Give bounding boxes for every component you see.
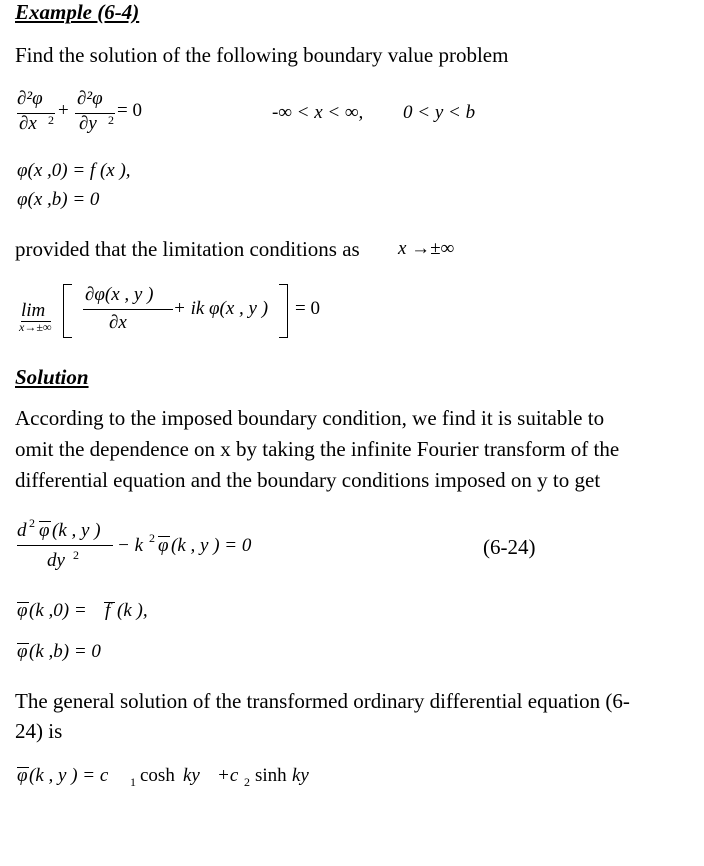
ode-num-args: (k , y ) <box>52 520 101 541</box>
transformed-bc-2 <box>17 641 217 667</box>
right-bracket <box>279 284 288 338</box>
limitation-text: provided that the limitation conditions as <box>15 237 360 261</box>
pde-domain-y: 0 < y < b <box>403 102 476 123</box>
general-solution-line-2: 24) is <box>15 719 63 743</box>
gs-cosh: cosh <box>140 765 175 786</box>
general-solution-equation <box>17 765 337 795</box>
general-solution-line-1: The general solution of the transformed ordinary differential equation (6- <box>15 689 630 713</box>
boundary-condition-2: φ(x ,b) = 0 <box>17 189 100 210</box>
ode-num-phi: φ <box>39 520 50 541</box>
ode-k-exponent: 2 <box>149 531 155 545</box>
ode-num-exponent: 2 <box>29 516 35 530</box>
solution-line-2: omit the dependence on x by taking the infinite Fourier transform of the <box>15 437 620 461</box>
limitation-variable: x →±∞ <box>398 238 455 259</box>
tbc1-end: (k ), <box>117 600 148 621</box>
tbc1-f: f <box>105 600 111 621</box>
pde-domain-x: -∞ < x < ∞, <box>272 102 364 123</box>
pde-term1-exponent: 2 <box>48 113 54 127</box>
problem-statement: Find the solution of the following boundary value problem <box>15 43 509 67</box>
gs-phi: φ <box>17 765 28 786</box>
limit-lim: lim <box>21 300 46 321</box>
ode-phi: φ <box>158 535 169 556</box>
ode-args: (k , y ) = 0 <box>171 535 252 556</box>
ode-num-d: d <box>17 520 27 541</box>
solution-heading: Solution <box>15 365 89 389</box>
tbc1-rest: (k ,0) = <box>29 600 87 621</box>
limit-rest: + ik φ(x , y ) <box>173 298 269 319</box>
left-bracket <box>63 284 72 338</box>
pde-term2-exponent: 2 <box>108 113 114 127</box>
pde-plus: + <box>58 100 69 121</box>
limit-equation <box>17 278 337 344</box>
solution-line-3: differential equation and the boundary conditions imposed on y to get <box>15 468 601 492</box>
ode-den-exponent: 2 <box>73 548 79 562</box>
gs-ky1: ky <box>183 765 200 786</box>
solution-line-1: According to the imposed boundary condition, we find it is suitable to <box>15 406 605 430</box>
boundary-condition-1: φ(x ,0) = f (x ), <box>17 160 131 181</box>
pde-term2-numerator: ∂²φ <box>77 88 103 109</box>
ode-denominator: dy <box>47 550 65 571</box>
ode-equation-label: (6-24) <box>483 535 536 559</box>
limit-subscript: x→±∞ <box>19 320 52 334</box>
gs-ky2: ky <box>292 765 309 786</box>
example-heading: Example (6-4) <box>15 0 140 24</box>
pde-rhs: = 0 <box>117 100 142 121</box>
tbc2-phi: φ <box>17 641 28 662</box>
pde-term2-denominator: ∂y <box>79 113 97 134</box>
limit-fraction-bar <box>83 309 173 310</box>
limit-denominator: ∂x <box>109 312 127 333</box>
gs-sinh: sinh <box>255 765 287 786</box>
tbc1-phi: φ <box>17 600 28 621</box>
tbc2-rest: (k ,b) = 0 <box>29 641 101 662</box>
ode-fraction-bar <box>17 545 113 546</box>
gs-c1-subscript: 1 <box>130 775 136 789</box>
pde-term1-numerator: ∂²φ <box>17 88 43 109</box>
gs-args: (k , y ) = c <box>29 765 109 786</box>
ode-minus-k: − k <box>117 535 144 556</box>
limit-numerator: ∂φ(x , y ) <box>85 284 154 305</box>
gs-plus-c: +c <box>217 765 239 786</box>
transformed-bc-1 <box>17 600 217 626</box>
ode-equation <box>17 518 317 578</box>
limit-rhs: = 0 <box>295 298 320 319</box>
pde-term1-denominator: ∂x <box>19 113 37 134</box>
gs-c2-subscript: 2 <box>244 775 250 789</box>
